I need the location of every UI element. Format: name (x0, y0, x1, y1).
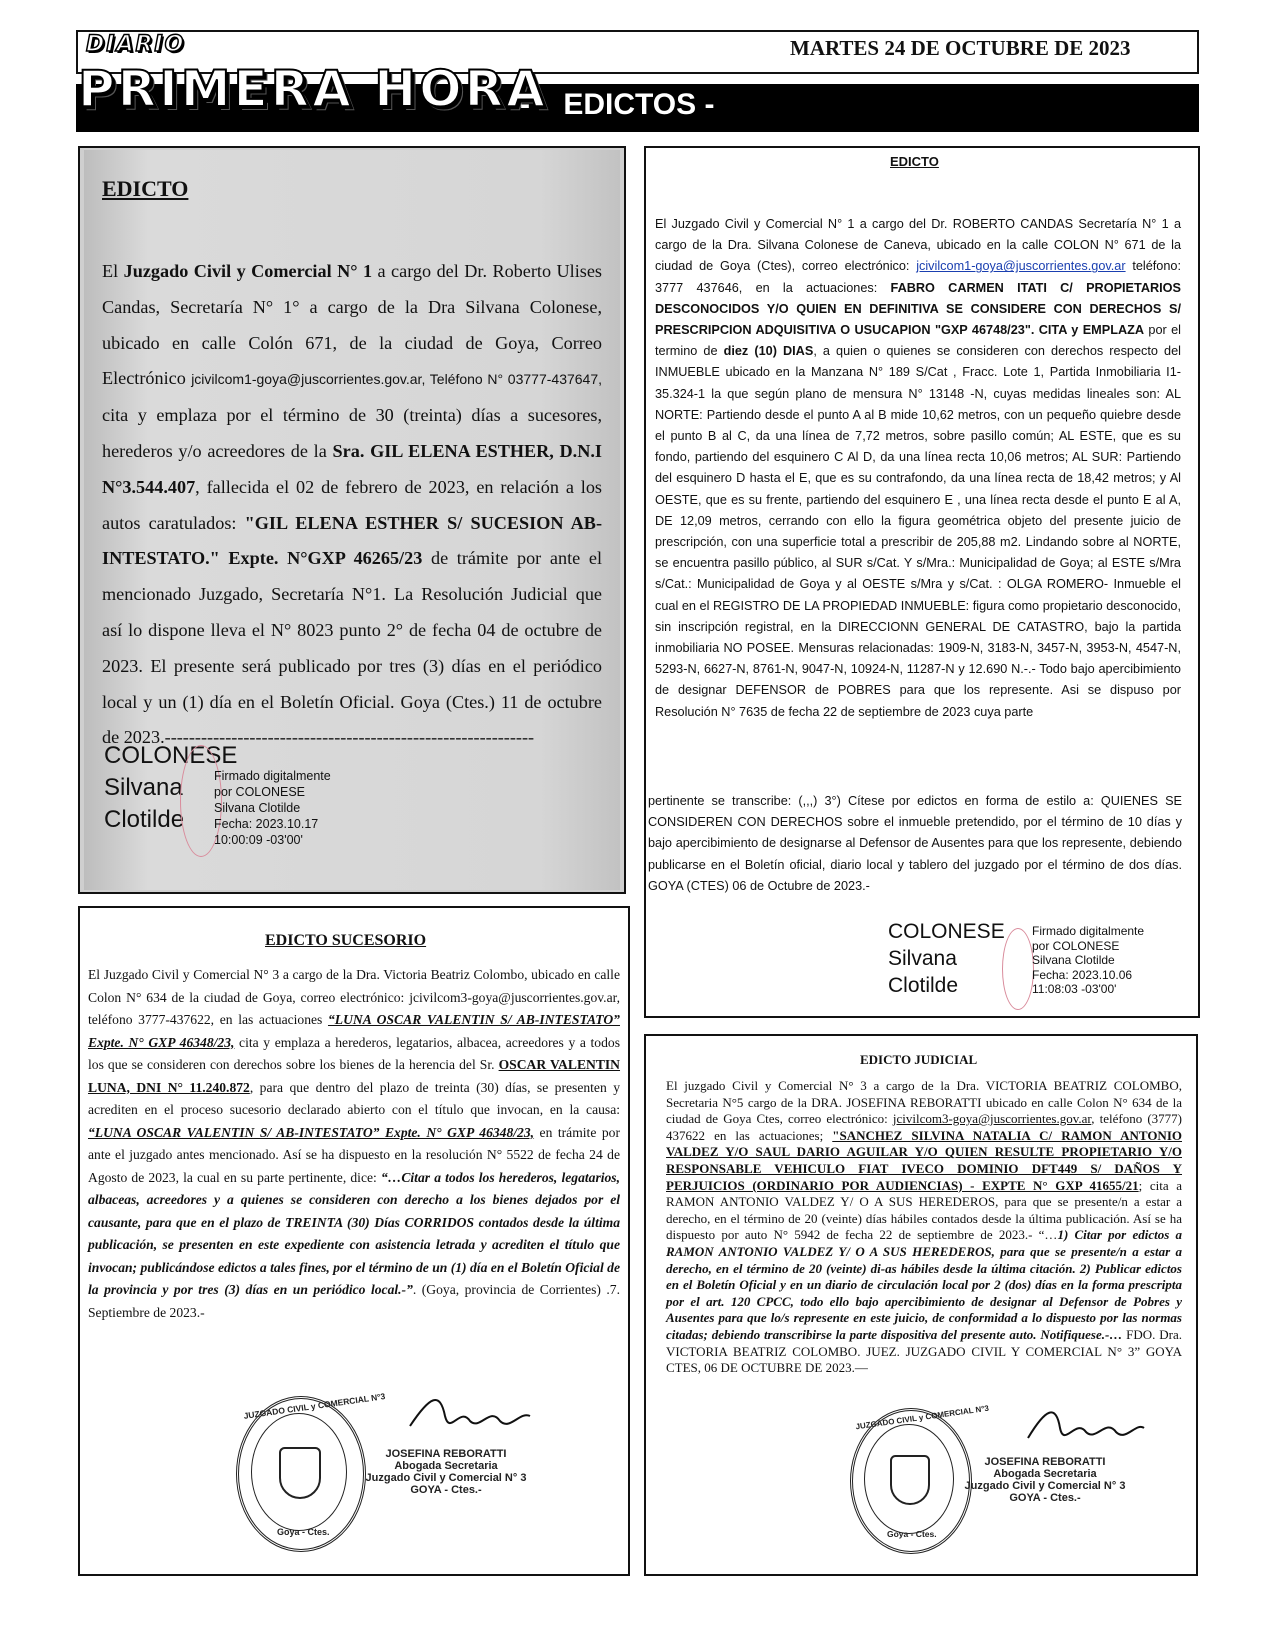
court-stamp: JUZGADO CIVIL y COMERCIAL N°3 Goya - Ctes. (236, 1396, 366, 1552)
edicto-4-body: El juzgado Civil y Comercial N° 3 a cargo de la Dra. VICTORIA BEATRIZ COLOMBO, Secretaria N°5 cargo de la DRA. JOSEFINA REBORATTI ubicado en calle Colon N° 634 de la ciudad de Goya Ctes, correo electrónico: jcivilcom3-goya@juscorrientes.gov.ar, teléfono (3777) 437622 en las actuaciones; "SANCHEZ SILVINA NATALIA C/ RAMON ANTONIO VALDEZ Y/O SAUL DARIO AGUILAR Y/O QUIEN RESULTE PROPIETARIO Y/O RESPONSABLE VEHICULO FIAT IVECO DOMINIO DFT449 S/ DAÑOS Y PERJUICIOS (ORDINARIO POR AUDIENCIAS) - EXPTE N° GXP 41655/21; cita a RAMON ANTONIO VALDEZ Y/ O A SUS HEREDEROS, para que se presente/n a estar a derecho, en el término de 20 (veinte) días hábiles contados desde la última publicación. Así se ha dispuesto por auto N° 5942 de fecha 22 de septiembre de 2023.- “…1) Citar por edictos a RAMON ANTONIO VALDEZ Y/ O A SUS HEREDEROS, para que se presente/n a estar a derecho, en el término de 20 (veinte) di-as hábiles desde la última citación. 2) Publicar edictos en el Boletín Oficial y en un diario de circulación local por 2 (dos) días en la forma prescripta por el art. 120 CPCC, todo ello bajo apercibimiento de designar al Defensor de Pobres y Ausentes para que lo/s represente en este juicio, de conformidad a lo dispuesto por las normas citadas; debiendo transcribirse la parte dispositiva del presente auto. Notifiquese.-… FDO. Dra. VICTORIA BEATRIZ COLOMBO. JUEZ. JUZGADO CIVIL Y COMERCIAL N° 3” GOYA CTES, 06 DE OCTUBRE DE 2023.— (666, 1078, 1183, 1376)
edicto-2-body-continued: pertinente se transcribe: (,,,) 3°) Cítese por edictos en forma de estilo a: QUIENES SE CONSIDEREN CON DERECHOS sobre el inmueble pretendido, por el término de 10 días y bajo apercibimiento de designarse al Defensor de Ausentes para que los represente, debiendo publicarse en el Boletín oficial, diario local y tablero del juzgado por el término de dos días. GOYA (CTES) 06 de Octubre de 2023.- (648, 794, 1182, 893)
edicto-2-email-link[interactable]: jcivilcom1-goya@juscorrientes.gov.ar (916, 259, 1126, 274)
secretary-signature: JOSEFINA REBORATTI Abogada Secretaria Juzgado Civil y Comercial N° 3 GOYA - Ctes.- (964, 1456, 1126, 1504)
handwritten-signature (1020, 1400, 1150, 1456)
edicto-2-body: El Juzgado Civil y Comercial N° 1 a cargo del Dr. ROBERTO CANDAS Secretaría N° 1 a cargo de la Dra. Silvana Colonese de Caneva, ubicado en la calle COLON N° 671 de la ciudad de Goya (Ctes), correo electrónico: jcivilcom1-goya@juscorrientes.gov.ar teléfono: 3777 437646, en la actuaciones: FABRO CARMEN ITATI C/ PROPIETARIOS DESCONOCIDOS Y/O QUIEN EN DEFINITIVA SE CONSIDERE CON DERECHOS S/ PRESCRIPCION ADQUISITIVA O USUCAPION "GXP 46748/23". CITA y EMPLAZA por el termino de diez (10) DIAS, a quien o quienes se consideren con derechos respecto del INMUEBLE ubicado en la Manzana N° 189 S/Cat , Fracc. Lote 1, Partida Inmobiliaria I1- 35.324-1 la que según plano de mensura N° 13148 -N, cuyas medidas lineales son: AL NORTE: Partiendo desde el punto A al B mide 10,62 metros, con un pequeño quiebre desde el punto B al C, da una línea de 7,72 metros, sobre pasillo común; AL ESTE, que es su fondo, partiendo del esquinero C Al D, da una línea recta 10,06 metros; AL SUR: Partiendo del esquinero D hasta el E, que es su contrafondo, da una línea recta de 18,42 metros; y Al OESTE, que es su frente, partiendo del esquinero E , una línea recta desde el punto E al A, DE 12,09 metros, cerrando con ello la figura geométrica objeto del presente juicio de prescripción, con una superficie total a prescribir de 205,88 m2. Lindando sobre al NORTE, se encuentra pasillo público, al SUR s/Cat. Y s/Mra.: Municipalidad de Goya; al ESTE s/Mra s/Cat.: Municipalidad de Goya y al OESTE s/Mra y s/Cat. : OLGA ROMERO- Inmueble el cual en el REGISTRO DE LA PROPIEDAD INMUEBLE: figura como propietario desconocido, sin inscripción registral, en la DIRECCIONN GENERAL DE CATASTRO, bajo la partida inmobiliaria NO POSEE. Mensuras relacionadas: 1909-N, 3183-N, 3457-N, 3953-N, 4547-N, 5293-N, 6627-N, 8761-N, 9047-N, 10924-N, 11287-N y 12.690 N.-.- Todo bajo apercibimiento de designar DEFENSOR de POBRES para que los represente. Asi se dispuso por Resolución N° 7635 de fecha 22 de septiembre de 2023 cuya parte (655, 217, 1182, 719)
brand-top: DIARIO (86, 32, 186, 57)
handwritten-signature (400, 1386, 540, 1446)
signature-name: COLONESE Silvana Clotilde (104, 742, 238, 833)
signature-meta: Firmado digitalmente por COLONESE Silvana Clotilde Fecha: 2023.10.06 11:08:03 -03'00' (1032, 924, 1145, 997)
signature-meta: Firmado digitalmente por COLONESE Silvana Clotilde Fecha: 2023.10.17 10:00:09 -03'00' (214, 769, 331, 847)
issue-date: MARTES 24 DE OCTUBRE DE 2023 (790, 36, 1131, 60)
signature-mark (1002, 928, 1034, 1010)
secretary-signature: JOSEFINA REBORATTI Abogada Secretaria Juzgado Civil y Comercial N° 3 GOYA - Ctes.- (365, 1448, 527, 1496)
brand-main: PRIMERA HORA (78, 60, 548, 118)
court-stamp: JUZGADO CIVIL y COMERCIAL N°3 Goya - Ctes. (850, 1408, 972, 1554)
edicto-1-title: EDICTO (102, 176, 189, 201)
signature-name: COLONESE Silvana Clotilde (888, 920, 1005, 997)
edicto-1-body: El Juzgado Civil y Comercial N° 1 a cargo del Dr. Roberto Ulises Candas, Secretaría N° 1° a cargo de la Dra Silvana Colonese, ubicado en calle Colón 671, de la ciudad de Goya, Correo Electrónico jcivilcom1-goya@juscorrientes.gov.ar, Teléfono N° 03777-437647, cita y emplaza por el término de 30 (treinta) días a sucesores, herederos y/o acreedores de la Sra. GIL ELENA ESTHER, D.N.I N°3.544.407, fallecida el 02 de febrero de 2023, en relación a los autos caratulados: "GIL ELENA ESTHER S/ SUCESION AB-INTESTATO." Expte. N°GXP 46265/23 de trámite por ante el mencionado Juzgado, Secretaría N°1. La Resolución Judicial que así lo dispone lleva el N° 8023 punto 2° de fecha 04 de octubre de 2023. El presente será publicado por tres (3) días en el periódico local y un (1) día en el Boletín Oficial. Goya (Ctes.) 11 de octubre de 2023.------------------------------------------------------------- (102, 261, 603, 748)
edicto-2-title: EDICTO (890, 154, 939, 169)
edicto-3-body: El Juzgado Civil y Comercial N° 3 a cargo de la Dra. Victoria Beatriz Colombo, ubicado en calle Colon N° 634 de la ciudad de Goya, correo electrónico: jcivilcom3-goya@juscorrientes.gov.ar, teléfono 3777-437622, en las actuaciones “LUNA OSCAR VALENTIN S/ AB-INTESTATO” Expte. N° GXP 46348/23, cita y emplaza a herederos, legatarios, albacea, acreedores y a todos los que se consideren con derechos sobre los bienes de la herencia del Sr. OSCAR VALENTIN LUNA, DNI N° 11.240.872, para que dentro del plazo de treinta (30) días, se presenten y acrediten en el proceso sucesorio declarado abierto con el título que invocan, en la causa: “LUNA OSCAR VALENTIN S/ AB-INTESTATO” Expte. N° GXP 46348/23, en trámite por ante el juzgado antes mencionado. Así se ha dispuesto en la resolución N° 5522 de fecha 24 de Agosto de 2023, la cual en su parte pertinente, dice: “…Citar a todos los herederos, legatarios, albaceas, acreedores y a quienes se consideren con derecho a los bienes dejados por el causante, para que en el plazo de TREINTA (30) Días CORRIDOS contados desde la última publicación, se presenten en este expediente con asistencia letrada y acrediten el título que invocan; publicándose edictos a tales fines, por el término de un (1) día en el Boletín Oficial de la provincia y por tres (3) días en un periódico local.-”. (Goya, provincia de Corrientes) .7. Septiembre de 2023.- (88, 967, 621, 1320)
edicto-3-title: EDICTO SUCESORIO (265, 932, 427, 949)
section-title: - EDICTOS - (520, 88, 715, 121)
edicto-4-title: EDICTO JUDICIAL (860, 1052, 978, 1067)
